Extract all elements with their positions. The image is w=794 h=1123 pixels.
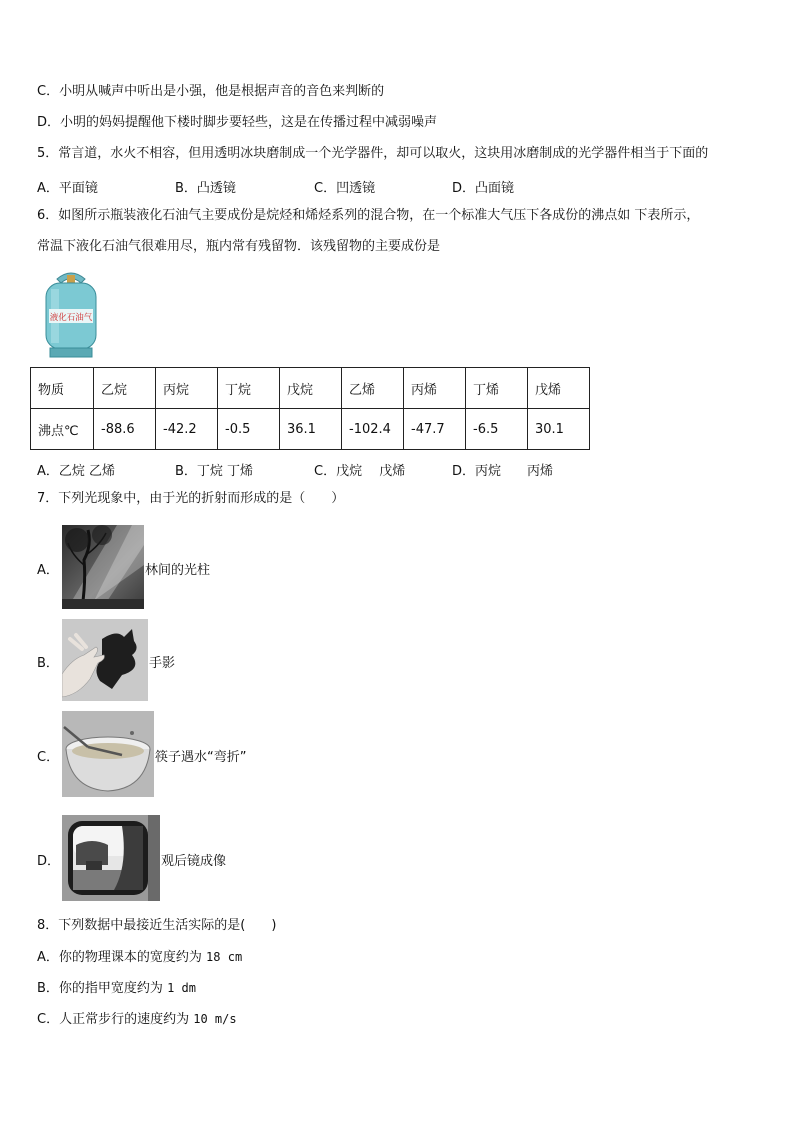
q6-option-a: A．乙烷 乙烯 xyxy=(37,464,116,479)
table-cell: -102.4 xyxy=(342,409,404,450)
q6-options xyxy=(37,460,777,479)
q8-option-c-text: C．人正常步行的速度约为 xyxy=(37,1012,190,1027)
q7-option-d-caption: 观后镜成像 xyxy=(161,854,227,869)
table-cell: 丙烯 xyxy=(404,368,466,409)
q8-option-a xyxy=(37,949,242,966)
table-row-values xyxy=(31,409,590,450)
q6-stem-line2: 常温下液化石油气很难用尽，瓶内常有残留物．该残留物的主要成份是 xyxy=(37,239,441,254)
table-cell: 36.1 xyxy=(280,409,342,450)
q6-option-b: B．丁烷 丁烯 xyxy=(175,464,254,479)
table-cell: -42.2 xyxy=(156,409,218,450)
q8-option-a-value: 18 cm xyxy=(206,950,243,964)
table-cell: 丁烯 xyxy=(466,368,528,409)
q7-option-d-label: D． xyxy=(37,854,61,869)
q8-option-a-text: A．你的物理课本的宽度约为 xyxy=(37,950,202,965)
q5-stem: 5．常言道，水火不相容，但用透明冰块磨制成一个光学器件，却可以取火，这块用冰磨制成的光学器件相当于下面的 xyxy=(37,146,709,161)
q5-options xyxy=(37,177,777,196)
q8-stem: 8．下列数据中最接近生活实际的是( ) xyxy=(37,918,277,933)
table-cell: 30.1 xyxy=(528,409,590,450)
q8-option-b-text: B．你的指甲宽度约为 xyxy=(37,981,163,996)
table-cell: 丁烷 xyxy=(218,368,280,409)
boiling-point-table xyxy=(30,367,590,450)
q4-option-c: C．小明从喊声中听出是小强，他是根据声音的音色来判断的 xyxy=(37,84,385,99)
q5-option-d: D．凸面镜 xyxy=(452,181,515,196)
q7-stem: 7．下列光现象中，由于光的折射而形成的是（ ） xyxy=(37,491,345,506)
forest-light-beams-photo xyxy=(62,525,144,609)
table-cell: -0.5 xyxy=(218,409,280,450)
table-cell: 戊烷 xyxy=(280,368,342,409)
chopstick-in-water-bowl-photo xyxy=(62,711,154,797)
hand-shadow-photo xyxy=(62,619,148,701)
q7-option-c-caption: 筷子遇水“弯折” xyxy=(155,750,247,765)
table-cell: -47.7 xyxy=(404,409,466,450)
table-cell: -6.5 xyxy=(466,409,528,450)
q8-option-c-value: 10 m/s xyxy=(193,1012,237,1026)
q8-option-b-value: 1 dm xyxy=(167,981,196,995)
q7-option-a-label: A． xyxy=(37,563,59,578)
q7-option-c-label: C． xyxy=(37,750,60,765)
table-cell: 物质 xyxy=(31,368,94,409)
q6-stem-line1: 6．如图所示瓶装液化石油气主要成份是烷烃和烯烃系列的混合物，在一个标准大气压下各成份的沸点如 下表所示， xyxy=(37,208,700,223)
q6-option-c: C．戊烷 戊烯 xyxy=(314,464,406,479)
q6-option-d: D．丙烷 丙烯 xyxy=(452,464,554,479)
q4-option-d: D．小明的妈妈提醒他下楼时脚步要轻些，这是在传播过程中减弱噪声 xyxy=(37,115,438,130)
q5-option-a: A．平面镜 xyxy=(37,181,98,196)
rearview-mirror-photo xyxy=(62,815,160,901)
gas-cylinder-image xyxy=(37,265,105,361)
q7-option-b-label: B． xyxy=(37,656,59,671)
table-cell: 乙烯 xyxy=(342,368,404,409)
q8-option-c xyxy=(37,1011,237,1028)
tank-label: 液化石油气 xyxy=(49,313,93,323)
table-row-header xyxy=(31,368,590,409)
q7-option-a-caption: 林间的光柱 xyxy=(145,563,211,578)
q5-option-c: C．凹透镜 xyxy=(314,181,376,196)
table-cell: 沸点℃ xyxy=(31,409,94,450)
table-cell: -88.6 xyxy=(94,409,156,450)
table-cell: 乙烷 xyxy=(94,368,156,409)
table-cell: 戊烯 xyxy=(528,368,590,409)
q8-option-b xyxy=(37,980,196,997)
table-cell: 丙烷 xyxy=(156,368,218,409)
q7-option-b-caption: 手影 xyxy=(149,656,176,671)
q5-option-b: B．凸透镜 xyxy=(175,181,236,196)
